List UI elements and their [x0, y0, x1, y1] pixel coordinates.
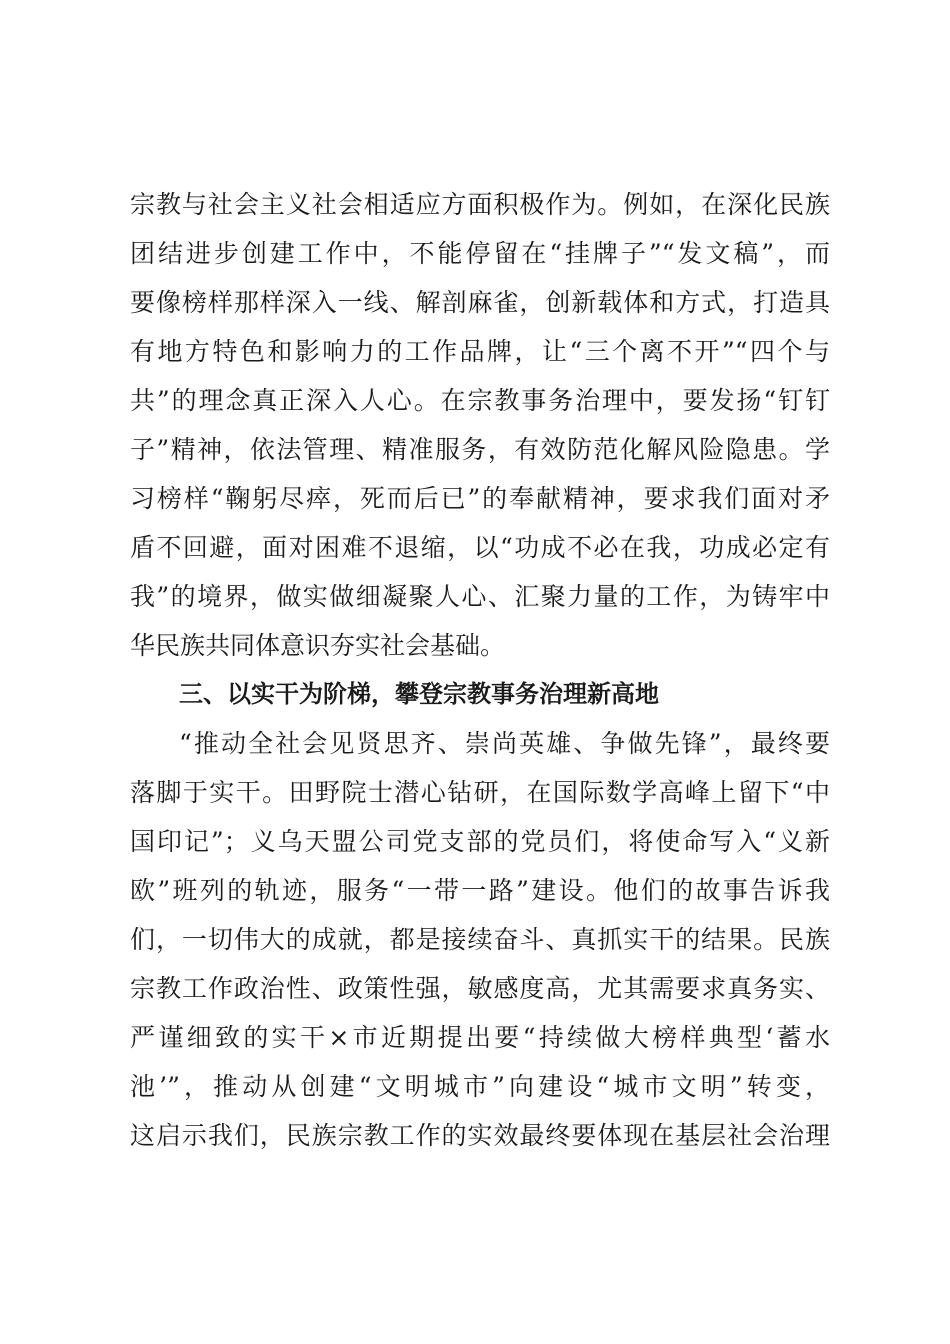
- paragraph-2-line-6: 宗教工作政治性、政策性强，敏感度高，尤其需要求真务实、: [130, 974, 830, 1003]
- paragraph-1-line-8: 盾不回避，面对困难不退缩，以“功成不必在我，功成必定有: [130, 533, 830, 562]
- paragraph-1-line-6: 子”精神，依法管理、精准服务，有效防范化解风险隐患。学: [130, 435, 830, 464]
- paragraph-2-line-1: “推动全社会见贤思齐、崇尚英雄、争做先锋”，最终要: [179, 729, 830, 758]
- paragraph-1-line-2: 团结进步创建工作中，不能停留在“挂牌子”“发文稿”，而: [130, 239, 830, 268]
- paragraph-2-line-4: 欧”班列的轨迹，服务“一带一路”建设。他们的故事告诉我: [130, 876, 830, 905]
- paragraph-1-line-3: 要像榜样那样深入一线、解剖麻雀，创新载体和方式，打造具: [130, 288, 830, 317]
- paragraph-2-line-7: 严谨细致的实干×市近期提出要“持续做大榜样典型‘蓄水: [130, 1023, 830, 1052]
- paragraph-2-line-8: 池’”，推动从创建“文明城市”向建设“城市文明”转变，: [130, 1072, 830, 1101]
- paragraph-2-line-3: 国印记”；义乌天盟公司党支部的党员们，将使命写入“义新: [130, 827, 830, 856]
- paragraph-2-line-2: 落脚于实干。田野院士潜心钻研，在国际数学高峰上留下“中: [130, 778, 830, 807]
- paragraph-1-line-4: 有地方特色和影响力的工作品牌，让“三个离不开”“四个与: [130, 337, 830, 366]
- paragraph-1-line-7: 习榜样“鞠躬尽瘁，死而后已”的奉献精神，要求我们面对矛: [130, 484, 830, 513]
- paragraph-1-line-1: 宗教与社会主义社会相适应方面积极作为。例如，在深化民族: [130, 190, 830, 219]
- paragraph-1-line-10: 华民族共同体意识夯实社会基础。: [130, 631, 506, 660]
- section-heading: 三、以实干为阶梯，攀登宗教事务治理新高地: [179, 680, 659, 708]
- paragraph-2-line-9: 这启示我们，民族宗教工作的实效最终要体现在基层社会治理: [130, 1121, 830, 1150]
- document-body: [130, 180, 830, 1160]
- paragraph-2-line-5: 们，一切伟大的成就，都是接续奋斗、真抓实干的结果。民族: [130, 925, 830, 954]
- paragraph-1-line-5: 共”的理念真正深入人心。在宗教事务治理中，要发扬“钉钉: [130, 386, 830, 415]
- paragraph-1-line-9: 我”的境界，做实做细凝聚人心、汇聚力量的工作，为铸牢中: [130, 582, 830, 611]
